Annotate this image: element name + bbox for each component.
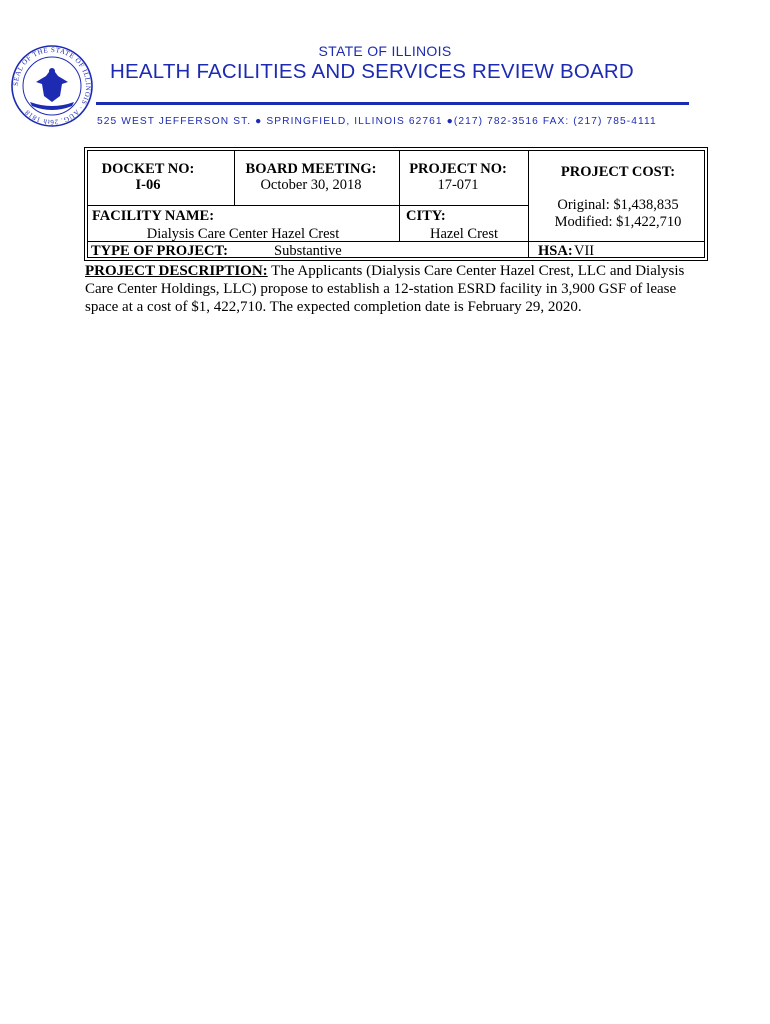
project-cost-label: PROJECT COST: <box>560 164 676 180</box>
meeting-value: October 30, 2018 <box>260 177 362 193</box>
project-cost-modified: Modified: $1,422,710 <box>554 214 682 230</box>
board-address: 525 WEST JEFFERSON ST. ● SPRINGFIELD, ILLINOIS 62761 ●(217) 782-3516 FAX: (217) 785-4111 <box>97 116 657 127</box>
hsa-label: HSA: <box>538 243 573 259</box>
project-cost-original: Original: $1,438,835 <box>557 197 679 213</box>
seal-text: SEAL OF THE STATE OF ILLINOIS · AUG. 26th 1818 <box>11 45 93 127</box>
city-label: CITY: <box>406 208 446 224</box>
docket-value: I-06 <box>135 177 161 193</box>
facility-value: Dialysis Care Center Hazel Crest <box>146 226 340 242</box>
project-description <box>85 262 691 316</box>
header-divider <box>96 102 689 105</box>
board-title: HEALTH FACILITIES AND SERVICES REVIEW BOARD <box>110 60 634 83</box>
project-description-text: The Applicants (Dialysis Care Center Hazel Crest, LLC and Dialysis Care Center Holdings, LLC) propose to establish a 12-station ESRD facility in 3,900 GSF of lease space at a cost of $1, 422,710. The expected completion date is February 29, 2020. <box>85 263 685 315</box>
facility-label: FACILITY NAME: <box>92 208 215 224</box>
project-description-label: PROJECT DESCRIPTION: <box>85 263 268 279</box>
table-divider <box>87 205 528 206</box>
hsa-value: VII <box>574 243 595 259</box>
project-type-value: Substantive <box>274 243 342 259</box>
project-no-value: 17-071 <box>437 177 479 193</box>
meeting-label: BOARD MEETING: <box>245 161 377 177</box>
state-name: STATE OF ILLINOIS <box>318 43 452 59</box>
docket-label: DOCKET NO: <box>101 161 195 177</box>
project-no-label: PROJECT NO: <box>409 161 507 177</box>
table-divider <box>234 150 235 206</box>
city-value: Hazel Crest <box>429 226 499 242</box>
project-type-label: TYPE OF PROJECT: <box>91 243 228 259</box>
